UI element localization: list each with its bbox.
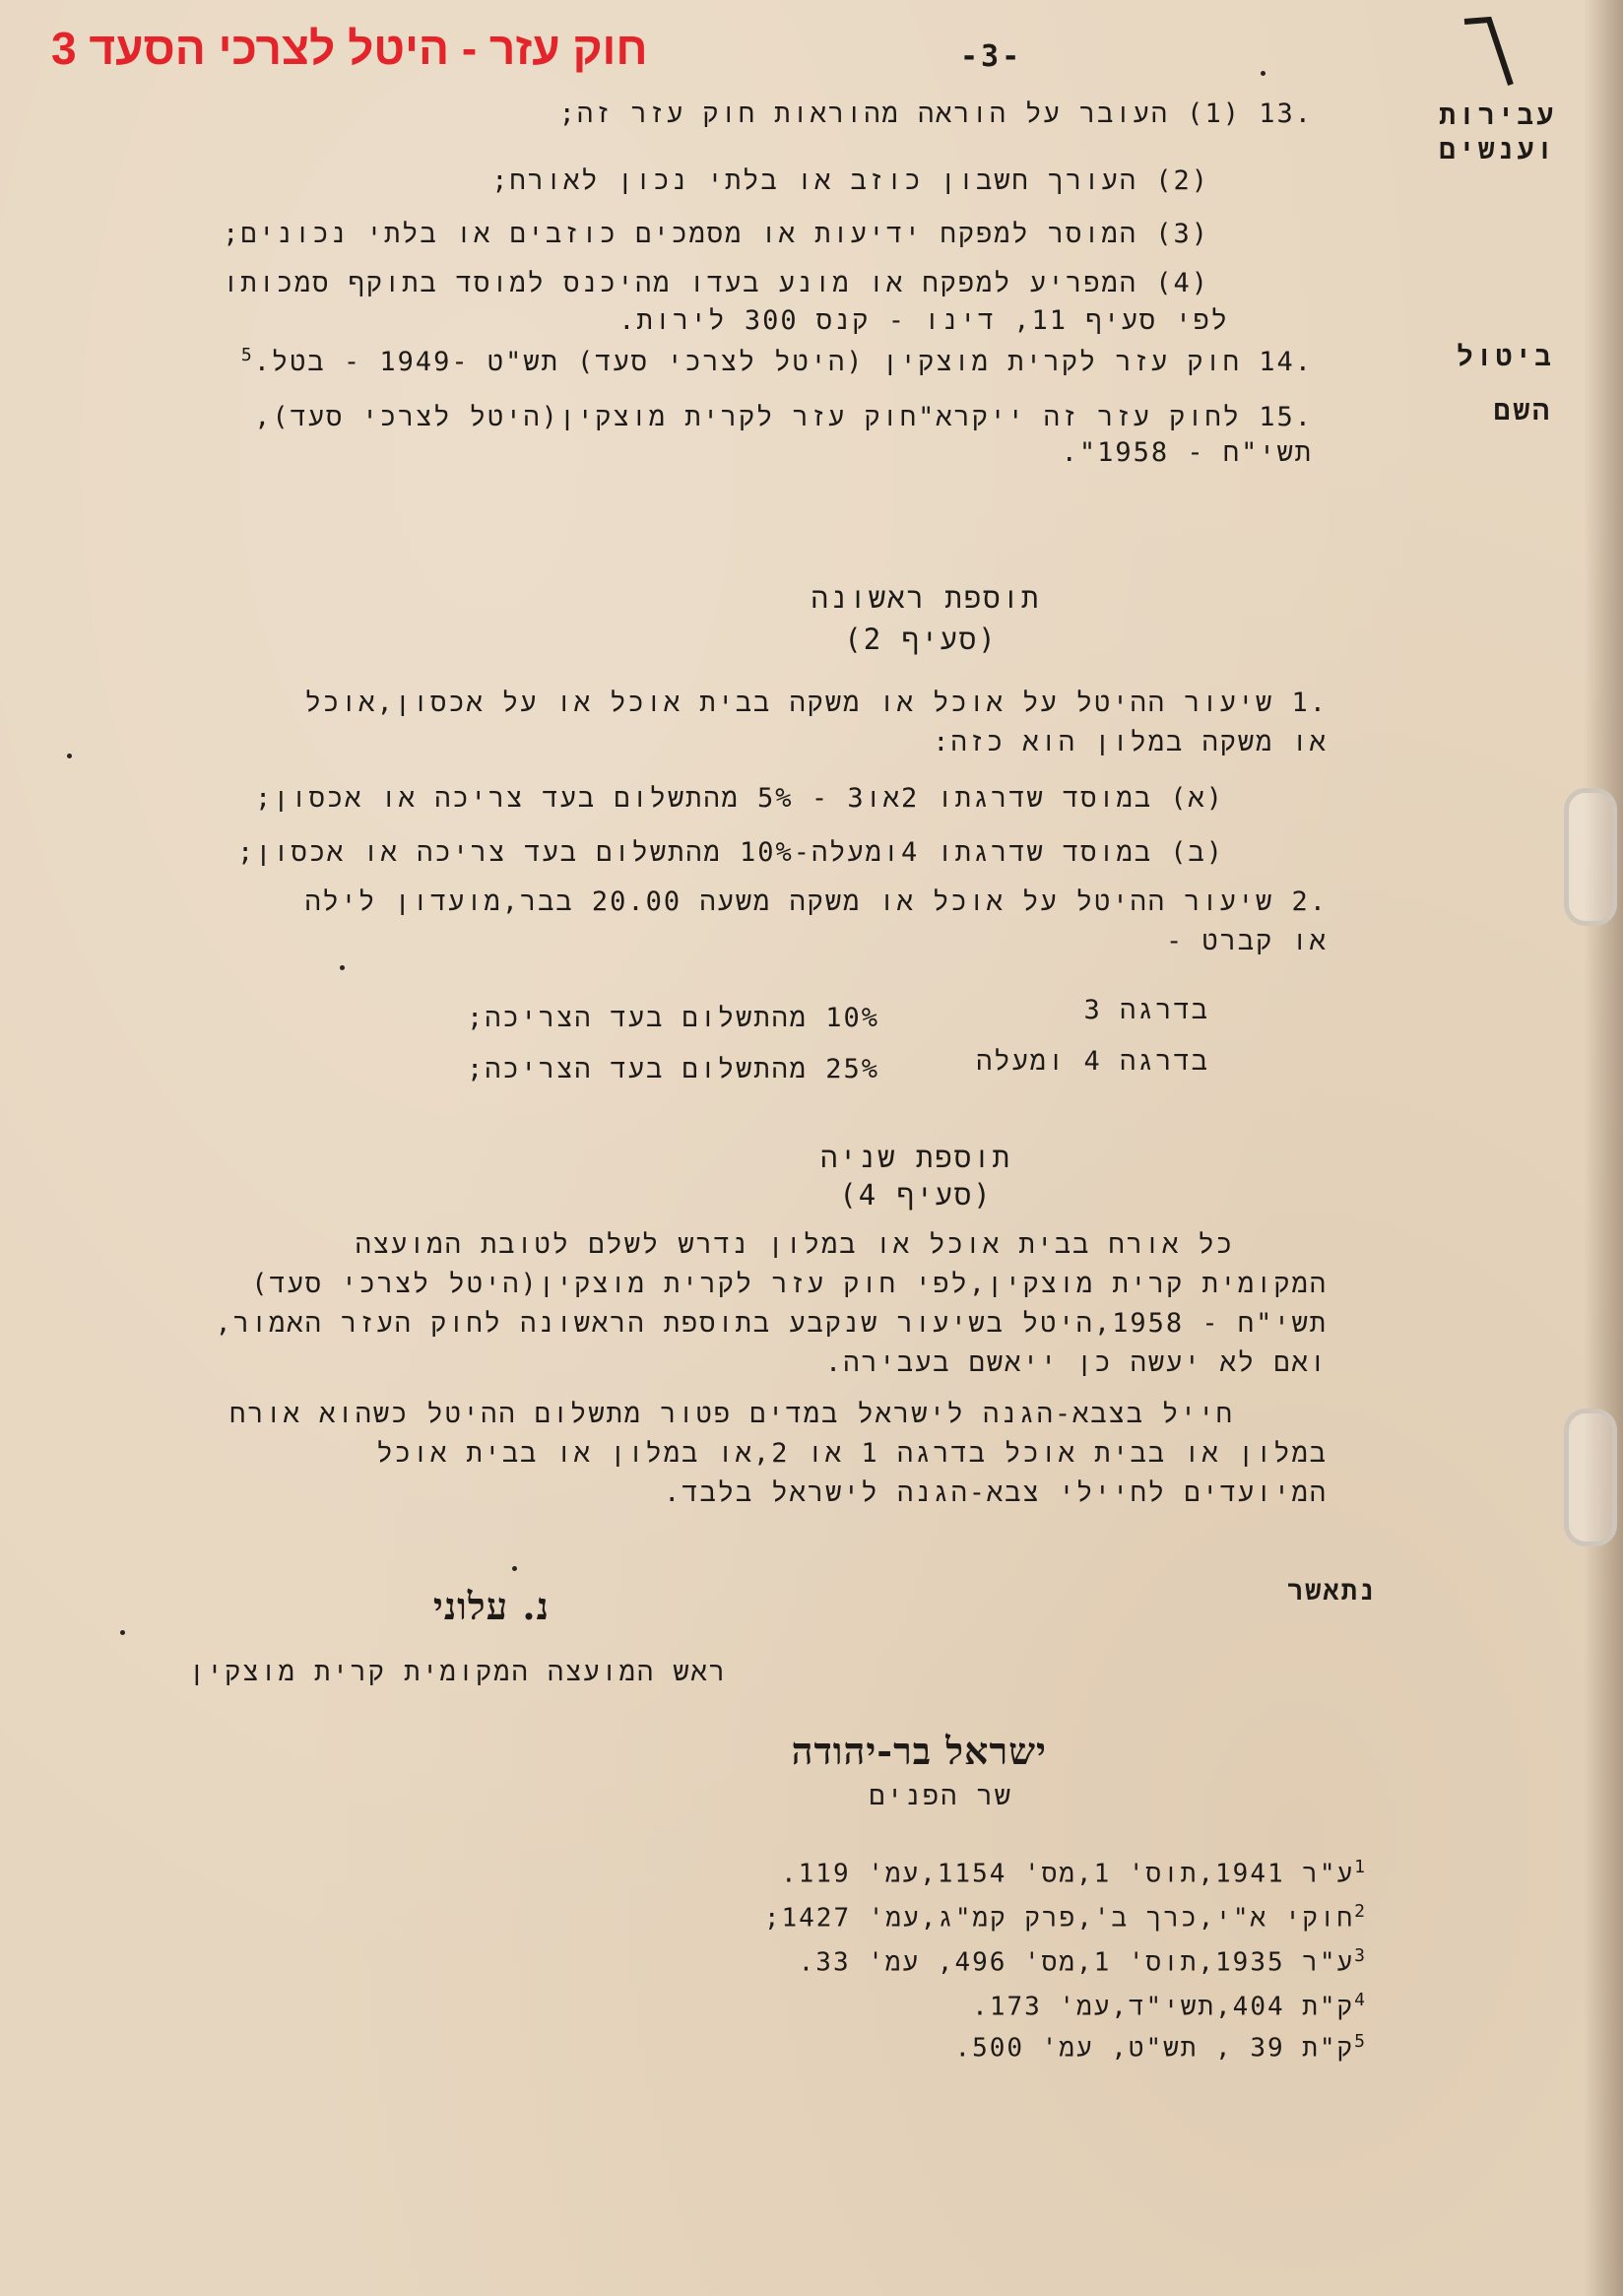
rate-row-2-rate: 25% מהתשלום בעד הצריכה; (466, 1054, 879, 1084)
schedule-2-para-2-line-1: חייל בצבא-הגנה לישראל במדים פטור מתשלום ההיטל כשהוא אורח (229, 1399, 1234, 1429)
footnote-2-text: חוקי א"י,כרך ב',פרק קמ"ג,עמ' 1427; (763, 1903, 1355, 1934)
section-14 (241, 345, 1313, 379)
footnote-5-text: ק"ת 39 , תש"ט, עמ' 500. (954, 2033, 1355, 2064)
paper-speck (512, 1566, 517, 1571)
section-14-footnote-ref: 5 (240, 345, 254, 365)
paper-speck (340, 965, 345, 970)
schedule-2-para-1-line-2: המקומית קרית מוצקין,לפי חוק עזר לקרית מוצקין(היטל לצרכי סעד) (251, 1269, 1328, 1299)
footnote-5 (954, 2031, 1367, 2065)
footnote-1-text: ע"ר 1941,תוס' 1,מס' 1154,עמ' 119. (780, 1859, 1355, 1889)
rate-row-1-rate: 10% מהתשלום בעד הצריכה; (466, 1003, 879, 1033)
schedule-1-item-1-alef: (א) במוסד שדרגתו 2או3 - 5% מהתשלום בעד צריכה או אכסון; (255, 783, 1224, 814)
paper-speck (67, 754, 72, 758)
corner-bracket-mark (1460, 14, 1519, 93)
section-13-clause-4: (4) המפריע למפקח או מונע בעדו מהיכנס למוסד בתוקף סמכותו (223, 268, 1209, 298)
footnote-4 (972, 1990, 1367, 2023)
signer-1-name: נ. עלוני (432, 1584, 550, 1628)
schedule-1-title: תוספת ראשונה (811, 581, 1041, 615)
schedule-2-para-1-line-4: ואם לא יעשה כן ייאשם בעבירה. (825, 1347, 1328, 1378)
schedule-2-para-2-line-3: המיועדים לחיילי צבא-הגנה לישראל בלבד. (664, 1477, 1328, 1508)
binding-loop-upper (1564, 788, 1617, 926)
schedule-1-item-2-line-2: או קברט - (1166, 926, 1328, 956)
section-14-text: .14 חוק עזר לקרית מוצקין (היטל לצרכי סעד) תש"ט -1949 - בטל. (253, 347, 1313, 377)
footnote-4-number: 4 (1354, 1990, 1367, 2010)
margin-note-name: השם (1493, 394, 1552, 426)
footnote-4-text: ק"ת 404,תשי"ד,עמ' 173. (972, 1992, 1355, 2022)
approved-label: נתאשר (1286, 1576, 1377, 1607)
schedule-1-item-1-line-2: או משקה במלון הוא כזה: (933, 727, 1328, 757)
schedule-1-subtitle: (סעיף 2) (844, 623, 998, 656)
footnote-1 (781, 1857, 1367, 1890)
section-15-line-2: תשי"ח - 1958". (1061, 437, 1313, 468)
document-heading: חוק עזר - היטל לצרכי הסעד 3 (51, 23, 648, 74)
signer-2-name: ישראל בר-יהודה (791, 1729, 1047, 1773)
margin-note-repeal: ביטול (1456, 340, 1554, 372)
binding-loop-lower (1564, 1409, 1617, 1546)
margin-note-offenses-1: עבירות (1439, 98, 1556, 131)
schedule-2-subtitle: (סעיף 4) (839, 1178, 993, 1212)
footnote-2-number: 2 (1354, 1901, 1367, 1922)
paper-speck (1261, 71, 1266, 76)
section-15-line-1: .15 לחוק עזר זה ייקרא"חוק עזר לקרית מוצקין(היטל לצרכי סעד), (254, 402, 1313, 432)
section-13-clause-2: (2) העורך חשבון כוזב או בלתי נכון לאורח; (491, 165, 1209, 196)
footnote-2 (764, 1901, 1367, 1935)
footnote-1-number: 1 (1354, 1857, 1367, 1877)
schedule-2-para-2-line-2: במלון או בבית אוכל בדרגה 1 או 2,או במלון או בבית אוכל (376, 1438, 1328, 1469)
schedule-1-item-1-bet: (ב) במוסד שדרגתו 4ומעלה-10% מהתשלום בעד צריכה או אכסון; (236, 837, 1224, 868)
schedule-1-item-2-line-1: .2 שיעור ההיטל על אוכל או משקה משעה 20.00 בבר,מועדון לילה (304, 886, 1328, 917)
footnote-3 (799, 1945, 1367, 1979)
schedule-2-title: תוספת שניה (819, 1141, 1012, 1174)
footnote-3-number: 3 (1354, 1945, 1367, 1966)
section-13-clause-1: .13 (1) העובר על הוראה מהוראות חוק עזר זה; (558, 98, 1313, 129)
signer-1-title: ראש המועצה המקומית קרית מוצקין (188, 1657, 727, 1687)
paper-speck (120, 1630, 125, 1635)
section-13-clause-3: (3) המוסר למפקח ידיעות או מסמכים כוזבים או בלתי נכונים; (223, 219, 1209, 249)
footnote-5-number: 5 (1354, 2031, 1367, 2052)
signer-2-title: שר הפנים (869, 1781, 1012, 1811)
schedule-2-para-1-line-1: כל אורח בבית אוכל או במלון נדרש לשלם לטובת המועצה (355, 1229, 1234, 1260)
rate-row-1-grade: בדרגה 3 (1083, 995, 1209, 1025)
page-number: -3- (960, 39, 1023, 74)
schedule-1-item-1-line-1: .1 שיעור ההיטל על אוכל או משקה בבית אוכל או על אכסון,אוכל (304, 688, 1328, 718)
footnote-3-text: ע"ר 1935,תוס' 1,מס' 496, עמ' 33. (798, 1947, 1355, 1978)
rate-row-2-grade: בדרגה 4 ומעלה (976, 1046, 1209, 1077)
schedule-2-para-1-line-3: תשי"ח - 1958,היטל בשיעור שנקבע בתוספת הראשונה לחוק העזר האמור, (215, 1308, 1328, 1339)
margin-note-offenses-2: וענשים (1439, 133, 1556, 165)
section-13-clause-4-cont: לפי סעיף 11, דינו - קנס 300 לירות. (618, 305, 1229, 336)
